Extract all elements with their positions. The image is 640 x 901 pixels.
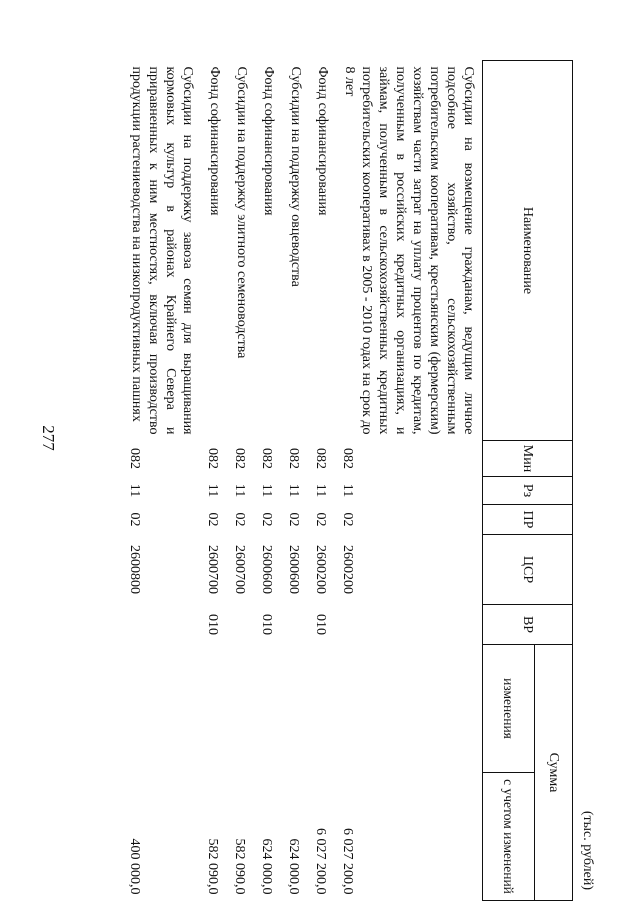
row-change [337, 645, 483, 773]
row-change [124, 645, 202, 773]
row-min: 082 [286, 448, 301, 469]
row-rz: 11 [340, 483, 355, 498]
header-pr: ПР [483, 505, 573, 535]
table-row [337, 61, 483, 901]
row-name: Субсидии на поддержку завоза семян для выращивания кормовых культур в районах Крайнего Севера и приравненных к ним местностях, включая производство продукции растениеводства на низкопродуктивных пашнях [129, 66, 195, 435]
row-rz: 11 [286, 483, 301, 498]
table-row [283, 61, 310, 901]
row-total: 400 000,0 [127, 838, 142, 895]
row-pr: 02 [286, 512, 301, 527]
row-csr: 2600700 [205, 545, 220, 594]
row-pr: 02 [313, 512, 328, 527]
row-pr: 02 [127, 512, 142, 527]
table-header [483, 61, 573, 901]
row-csr: 2600600 [286, 545, 301, 594]
row-vr: 010 [205, 614, 220, 635]
page-number: 277 [39, 425, 58, 451]
table-row [124, 61, 202, 901]
row-vr [283, 605, 310, 645]
header-rz: Рз [483, 477, 573, 505]
row-pr: 02 [340, 512, 355, 527]
header-changes: изменения [483, 645, 535, 773]
row-min: 082 [232, 448, 247, 469]
row-min: 082 [127, 448, 142, 469]
row-csr: 2600800 [127, 545, 142, 594]
row-total: 624 000,0 [286, 838, 301, 895]
row-name: Субсидии на возмещение гражданам, ведущим личное подсобное хозяйство, сельскохозяйственным потребительским кооперативам, крестьянским (фермерским) хозяйствам части затрат на уплату процентов по кредитам, полученным в российских кредитных организациях, и займам, полученным в сельскохозяйственных кредитных потребительских кооперативах в 2005 - 2010 годах на срок до 8 лет [342, 66, 476, 435]
row-change [229, 645, 256, 773]
table-row [310, 61, 337, 901]
row-change [256, 645, 283, 773]
header-sum: Сумма [535, 645, 573, 901]
table-row [229, 61, 256, 901]
header-name: Наименование [483, 61, 573, 441]
row-name: Фонд софинансирования [315, 66, 330, 216]
header-min: Мин [483, 441, 573, 477]
row-min: 082 [205, 448, 220, 469]
row-total: 6 027 200,0 [340, 828, 355, 895]
row-total: 6 027 200,0 [313, 828, 328, 895]
table-row [256, 61, 283, 901]
row-name: Субсидии на поддержку овцеводства [288, 66, 303, 287]
row-name: Фонд софинансирования [207, 66, 222, 216]
row-change [202, 645, 229, 773]
row-rz: 11 [232, 483, 247, 498]
row-total: 582 090,0 [205, 838, 220, 895]
row-csr: 2600200 [313, 545, 328, 594]
row-csr: 2600700 [232, 545, 247, 594]
row-vr [229, 605, 256, 645]
row-vr [124, 605, 202, 645]
row-min: 082 [313, 448, 328, 469]
header-vr: ВР [483, 605, 573, 645]
table-body [124, 61, 483, 901]
row-pr: 02 [259, 512, 274, 527]
row-name: Фонд софинансирования [261, 66, 276, 216]
budget-table [124, 60, 573, 901]
row-csr: 2600600 [259, 545, 274, 594]
header-with-changes: с учетом изменений [483, 773, 535, 901]
row-pr: 02 [232, 512, 247, 527]
header-csr: ЦСР [483, 535, 573, 605]
row-total: 582 090,0 [232, 838, 247, 895]
row-min: 082 [340, 448, 355, 469]
row-change [283, 645, 310, 773]
budget-table-sheet [90, 60, 600, 900]
row-rz: 11 [313, 483, 328, 498]
row-vr [337, 605, 483, 645]
row-pr: 02 [205, 512, 220, 527]
row-min: 082 [259, 448, 274, 469]
row-vr: 010 [313, 614, 328, 635]
row-csr: 2600200 [340, 545, 355, 594]
row-rz: 11 [205, 483, 220, 498]
units-label: (тыс. рублей) [580, 810, 595, 890]
row-total: 624 000,0 [259, 838, 274, 895]
row-vr: 010 [259, 614, 274, 635]
row-change [310, 645, 337, 773]
row-rz: 11 [127, 483, 142, 498]
table-row [202, 61, 229, 901]
row-rz: 11 [259, 483, 274, 498]
row-name: Субсидии на поддержку элитного семеноводства [234, 66, 249, 359]
